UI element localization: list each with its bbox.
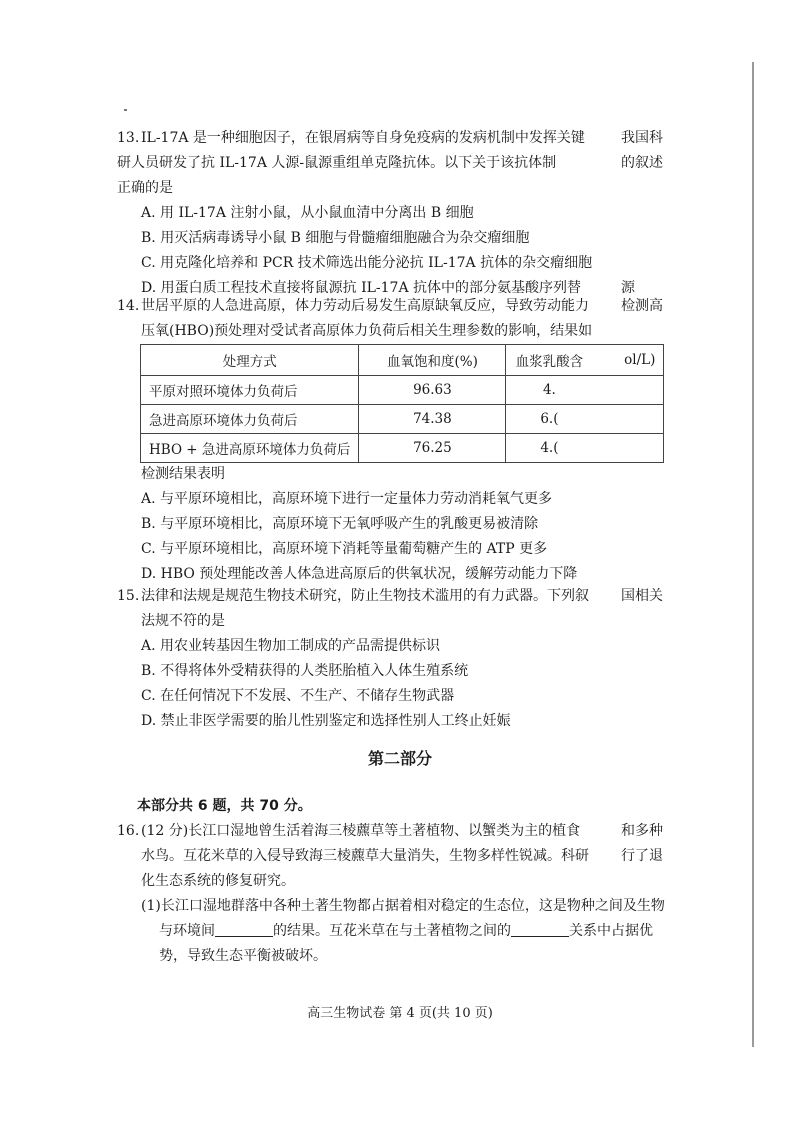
- option-b: B. 不得将体外受精获得的人类胚胎植入人体生殖系统: [141, 663, 469, 679]
- scan-speck: [124, 109, 127, 111]
- option-d: D. HBO 预处理能改善人体急进高原后的供氧状况，缓解劳动能力下降: [141, 566, 578, 582]
- option-c: C. 与平原环境相比，高原环境下消耗等量葡萄糖产生的 ATP 更多: [141, 541, 548, 557]
- stem-right-fragment: 检测高: [621, 298, 663, 314]
- section-title: 第二部分: [367, 749, 432, 768]
- table-cell: 96.63: [359, 376, 506, 405]
- question-stem-line-2: 法规不符的是: [141, 613, 225, 629]
- question-stem-line-1: (12 分)长江口湿地曾生活着海三棱藨草等土著植物、以蟹类为主的植食: [141, 823, 581, 839]
- question-number: 16.: [117, 823, 140, 839]
- table-row: [141, 405, 664, 434]
- subquestion-text: 关系中占据优: [569, 923, 653, 939]
- table-header-cell: 血氧饱和度(%): [359, 345, 506, 376]
- subquestion-text: 与环境间: [159, 923, 215, 939]
- table-header-cell: 血浆乳酸含: [506, 345, 593, 376]
- question-stem-line-3: 正确的是: [117, 180, 173, 196]
- subquestion-text: 的结果。互花米草在与土著植物之间的: [273, 923, 511, 939]
- results-table: [140, 344, 664, 463]
- option-b: B. 与平原环境相比，高原环境下无氧呼吸产生的乳酸更易被清除: [141, 516, 539, 532]
- question-number: 13.: [117, 130, 140, 146]
- stem-right-fragment: 行了退: [621, 848, 663, 864]
- table-cell: 急进高原环境体力负荷后: [141, 405, 359, 434]
- table-cell: 4.(: [506, 434, 593, 463]
- stem-right-fragment: 和多种: [621, 823, 663, 839]
- table-cell: 74.38: [359, 405, 506, 434]
- stem-right-fragment: 我国科: [621, 130, 663, 146]
- question-number: 15.: [117, 588, 140, 604]
- option-d: D. 用蛋白质工程技术直接将鼠源抗 IL-17A 抗体中的部分氨基酸序列替: [141, 280, 582, 296]
- question-14-options: [117, 462, 677, 587]
- results-lead-in: 检测结果表明: [141, 466, 225, 482]
- question-stem-line-3: 化生态系统的修复研究。: [141, 873, 295, 889]
- page-footer: 高三生物试卷 第 4 页(共 10 页): [307, 1006, 493, 1021]
- question-number: 14.: [117, 298, 140, 314]
- table-cell: [592, 376, 664, 405]
- table-cell: 4.: [506, 376, 593, 405]
- question-stem-line-2: 压氧(HBO)预处理对受试者高原体力负荷后相关生理参数的影响，结果如: [141, 323, 593, 339]
- question-stem-line-2: 研人员研发了抗 IL-17A 人源-鼠源重组单克隆抗体。以下关于该抗体制: [117, 155, 557, 171]
- option-b: B. 用灭活病毒诱导小鼠 B 细胞与骨髓瘤细胞融合为杂交瘤细胞: [141, 230, 530, 246]
- question-stem-line-1: 法律和法规是规范生物技术研究，防止生物技术滥用的有力武器。下列叙: [141, 588, 589, 604]
- subquestion-1-line-2: [159, 919, 677, 944]
- subquestion-1-line-1: (1)长江口湿地群落中各种土著生物都占据着相对稳定的生态位，这是物种之间及生物: [141, 898, 665, 914]
- table-cell: HBO + 急进高原环境体力负荷后: [141, 434, 359, 463]
- page-edge-shadow: [752, 62, 754, 1047]
- stem-right-fragment: 源: [621, 280, 635, 296]
- option-d: D. 禁止非医学需要的胎儿性别鉴定和选择性别人工终止妊娠: [141, 713, 511, 729]
- section-intro: 本部分共 6 题，共 70 分。: [137, 798, 312, 814]
- subquestion-1-line-3: 势，导致生态平衡被破坏。: [159, 948, 327, 964]
- question-stem-line-1: 世居平原的人急进高原，体力劳动后易发生高原缺氧反应，导致劳动能力: [141, 298, 589, 314]
- question-stem-line-2: 水鸟。互花米草的入侵导致海三棱藨草大量消失，生物多样性锐减。科研: [141, 848, 589, 864]
- option-a: A. 用 IL-17A 注射小鼠，从小鼠血清中分离出 B 细胞: [141, 205, 474, 221]
- question-16: [117, 819, 677, 969]
- option-a: A. 用农业转基因生物加工制成的产品需提供标识: [141, 638, 441, 654]
- question-14: [117, 294, 677, 344]
- table-row: [141, 376, 664, 405]
- answer-blank[interactable]: [215, 922, 273, 937]
- table-header-cell: 处理方式: [141, 345, 359, 376]
- table-row: [141, 434, 664, 463]
- option-c: C. 用克隆化培养和 PCR 技术筛选出能分泌抗 IL-17A 抗体的杂交瘤细胞: [141, 255, 593, 271]
- table-cell: 6.(: [506, 405, 593, 434]
- table-header-cell: ol/L): [592, 345, 664, 376]
- table-header-row: [141, 345, 664, 376]
- stem-right-fragment: 国相关: [621, 588, 663, 604]
- question-stem-line-1: IL-17A 是一种细胞因子，在银屑病等自身免疫病的发病机制中发挥关键: [141, 130, 585, 146]
- question-15: [117, 584, 677, 734]
- question-13: [117, 126, 677, 301]
- option-a: A. 与平原环境相比，高原环境下进行一定量体力劳动消耗氧气更多: [141, 491, 553, 507]
- option-c: C. 在任何情况下不发展、不生产、不储存生物武器: [141, 688, 455, 704]
- table-cell: [592, 405, 664, 434]
- table-cell: [592, 434, 664, 463]
- answer-blank[interactable]: [511, 922, 569, 937]
- stem-right-fragment: 的叙述: [621, 155, 663, 171]
- table-cell: 76.25: [359, 434, 506, 463]
- table-cell: 平原对照环境体力负荷后: [141, 376, 359, 405]
